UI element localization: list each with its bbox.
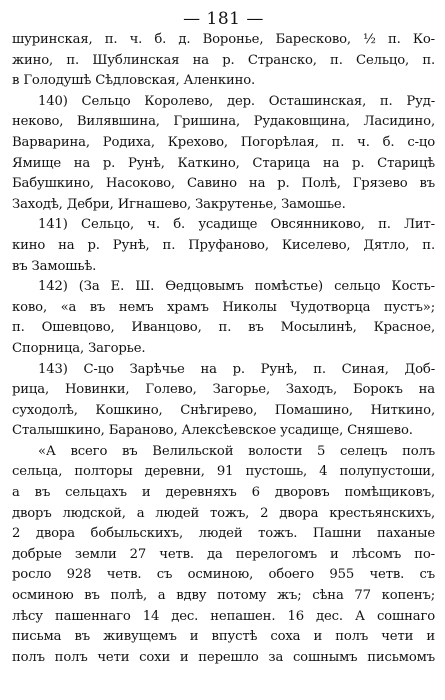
- text-line: лѣсу пашеннаго 14 дес. непашен. 16 дес. А сошнаго: [12, 608, 435, 624]
- text-line: ково, «а въ немъ храмъ Николы Чудотворца пустъ»;: [12, 299, 435, 315]
- page-body: [12, 30, 435, 668]
- text-line: Сталышкино, Бараново, Алексѣевское усадище, Сняшево.: [12, 423, 413, 439]
- text-line: сельца, полторы деревни, 91 пустошь, 4 полупустоши,: [12, 464, 435, 480]
- text-line: осминою въ полѣ, а вдву потому жъ; сѣна 77 копенъ;: [12, 588, 435, 604]
- text-line: Варварина, Родиха, Крехово, Погорѣлая, п. ч. б. с-цо: [12, 134, 435, 150]
- text-line: а въ сельцахъ и деревняхъ 6 дворовъ помѣщиковъ,: [12, 485, 435, 501]
- text-line: 140) Сельцо Королево, дер. Осташинская, п. Руд-: [38, 93, 435, 109]
- text-line: 2 двора бобыльскихъ, людей тожъ. Пашни паханые: [12, 526, 435, 542]
- text-line: 142) (За Е. Ш. Ѳедцовымъ помѣстье) сельцо Кость-: [38, 279, 435, 295]
- text-line: рица, Новинки, Голево, Загорье, Заходъ, Борокъ на: [12, 382, 435, 398]
- text-line: шуринская, п. ч. б. д. Воронье, Баресково, ½ п. Ко-: [12, 32, 435, 47]
- text-line: нековo, Вилявшина, Гришина, Рудаковщина, Ласидино,: [12, 114, 435, 130]
- text-line: п. Ошевцово, Иванцово, п. въ Мосылинѣ, Красное,: [12, 320, 435, 336]
- text-line: письма въ живущемъ и впустѣ соха и полъ чети и: [12, 629, 435, 645]
- text-line: 143) С-цо Зарѣчье на р. Рунѣ, п. Синая, Доб-: [38, 361, 435, 377]
- page-number: — 181 —: [183, 9, 264, 29]
- text-line: кино на р. Рунѣ, п. Пруфаново, Киселево, Дятло, п.: [12, 237, 435, 253]
- text-line: в Голодушѣ Сѣдловская, Аленкино.: [12, 73, 256, 89]
- text-line: Ямище на р. Рунѣ, Каткино, Старица на р. Старицѣ: [12, 155, 435, 171]
- text-line: полъ полъ чети сохи и перешло за сошнымъ письмомъ: [12, 649, 435, 665]
- text-line: 141) Сельцо, ч. б. усадище Овсянниково, п. Лит-: [38, 217, 435, 233]
- text-line: суходолѣ, Кошкино, Снѣгирево, Помашино, Ниткино,: [12, 402, 435, 418]
- text-line: жино, п. Шублинская на р. Странско, п. Сельцо, п.: [12, 52, 435, 68]
- text-line: добрые земли 27 четв. да перелогомъ и лѣсомъ по-: [12, 546, 435, 562]
- text-line: Спорница, Загорье.: [12, 340, 146, 356]
- text-line: Заходѣ, Дебри, Игнашево, Закрутенье, Замошье.: [12, 196, 346, 212]
- text-line: Бабушкино, Насоково, Савино на р. Полѣ, Грязево въ: [12, 176, 435, 192]
- text-line: росло 928 четв. съ осминою, обоего 955 четв. съ: [12, 567, 435, 583]
- text-line: «А всего въ Велильской волости 5 селецъ полъ: [38, 443, 435, 459]
- text-line: въ Замошьѣ.: [12, 258, 97, 274]
- text-line: дворъ людской, а людей тожъ, 2 двора крестьянскихъ,: [12, 505, 435, 521]
